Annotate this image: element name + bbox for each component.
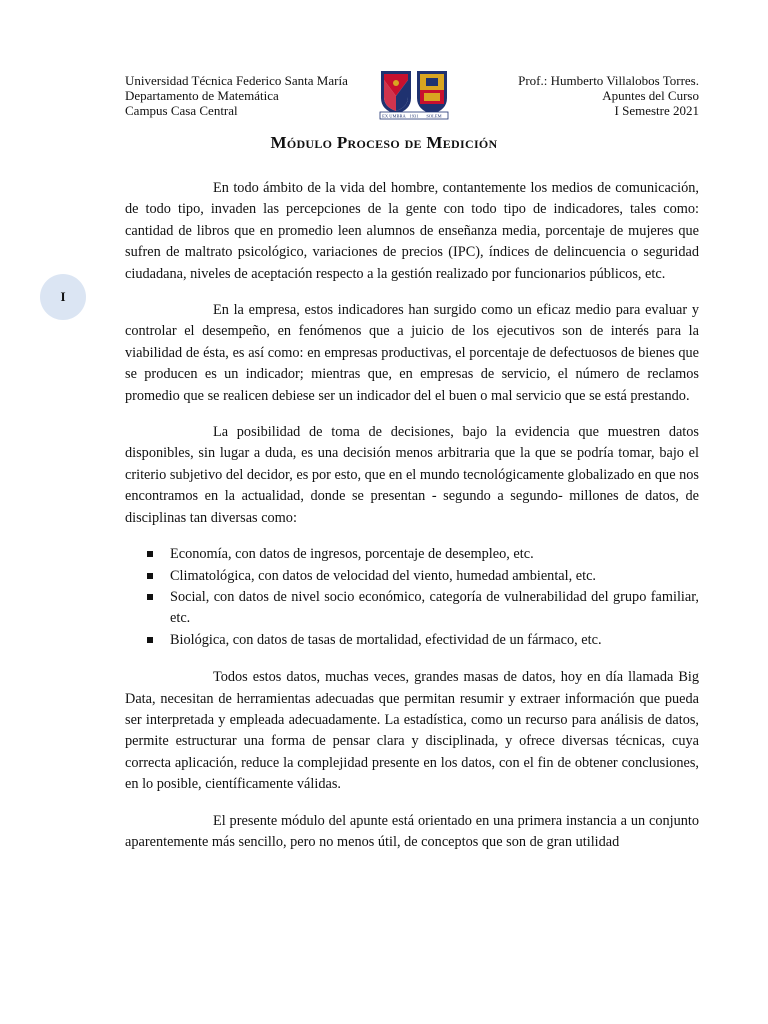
list-item: Social, con datos de nivel socio económico, categoría de vulnerabilidad del grupo familiar, etc.: [125, 587, 699, 630]
university-crest-logo: [378, 68, 450, 120]
course-info: [518, 73, 699, 118]
crest-motto-right: SOLEM: [426, 113, 442, 119]
list-item: Economía, con datos de ingresos, porcentaje de desempleo, etc.: [125, 544, 699, 565]
campus-name: Campus Casa Central: [125, 103, 238, 118]
discipline-list: [125, 544, 699, 651]
professor-name: Prof.: Humberto Villalobos Torres.: [518, 73, 699, 88]
paragraph: El presente módulo del apunte está orientado en una primera instancia a un conjunto aparentemente más sencillo, pero no menos útil, de conceptos que son de gran utilidad: [125, 812, 699, 850]
list-item: Climatológica, con datos de velocidad del viento, humedad ambiental, etc.: [125, 566, 699, 587]
paragraph: En todo ámbito de la vida del hombre, contantemente los medios de comunicación, de todo tipo, invaden las percepciones de la gente con todo tipo de indicadores, tales como: cantidad de libros que en promedio leen alumnos de enseñanza media, porcentaje de mujeres que sufren de maltrato psicológico, variaciones de precios (IPC), índices de delincuencia o seguridad ciudadana, niveles de aceptación respecto a la gestión realizado por funcionarios públicos, etc.: [125, 180, 699, 282]
crest-year: 1931: [409, 113, 419, 119]
paragraph: La posibilidad de toma de decisiones, bajo la evidencia que muestren datos disponibles, sin lugar a duda, es una decisión menos arbitraria que la que se podría tomar, bajo el criterio subjetivo del decidor, es por esto, que en el mundo tecnológicamente globalizado en que nos encontramos en la actualidad, donde se presentan - segundo a segundo- millones de datos, de disciplinas tan diversas como:: [125, 424, 699, 526]
course-notes-label: Apuntes del Curso: [602, 88, 699, 103]
list-item: Biológica, con datos de tasas de mortalidad, efectividad de un fármaco, etc.: [125, 630, 699, 651]
paragraph: Todos estos datos, muchas veces, grandes masas de datos, hoy en día llamada Big Data, necesitan de herramientas adecuadas que permitan resumir y extraer información que pueda ser interpretada y empleada adecuadamente. La estadística, como un recurso para análisis de datos, permite estructurar una forma de pensar clara y disciplinada, y ofrece diversas técnicas, cuya correcta aplicación, reduce la complejidad presente en los datos, con el fin de obtener conclusiones, en lo posible, científicamente válidas.: [125, 669, 699, 793]
department-name: Departamento de Matemática: [125, 88, 279, 103]
page-marker-badge: I: [40, 274, 86, 320]
semester-label: I Semestre 2021: [614, 103, 699, 118]
document-header: [125, 73, 699, 121]
document-body: [125, 178, 699, 868]
university-name: Universidad Técnica Federico Santa María: [125, 73, 348, 88]
page-title: Módulo Proceso de Medición: [270, 133, 498, 152]
institution-info: [125, 73, 348, 118]
crest-motto-left: EX UMBRA: [382, 113, 406, 119]
paragraph: En la empresa, estos indicadores han surgido como un eficaz medio para evaluar y controlar el desempeño, en fenómenos que a juicio de los ejecutivos son de interés para la viabilidad de ésta, es así como: en empresas productivas, el porcentaje de defectuosos de bienes que se producen es un indicador; mientras que, en empresas de servicio, el número de reclamos promedio que se realicen debiese ser un indicador del el buen o mal servicio que se está prestando.: [125, 302, 699, 404]
